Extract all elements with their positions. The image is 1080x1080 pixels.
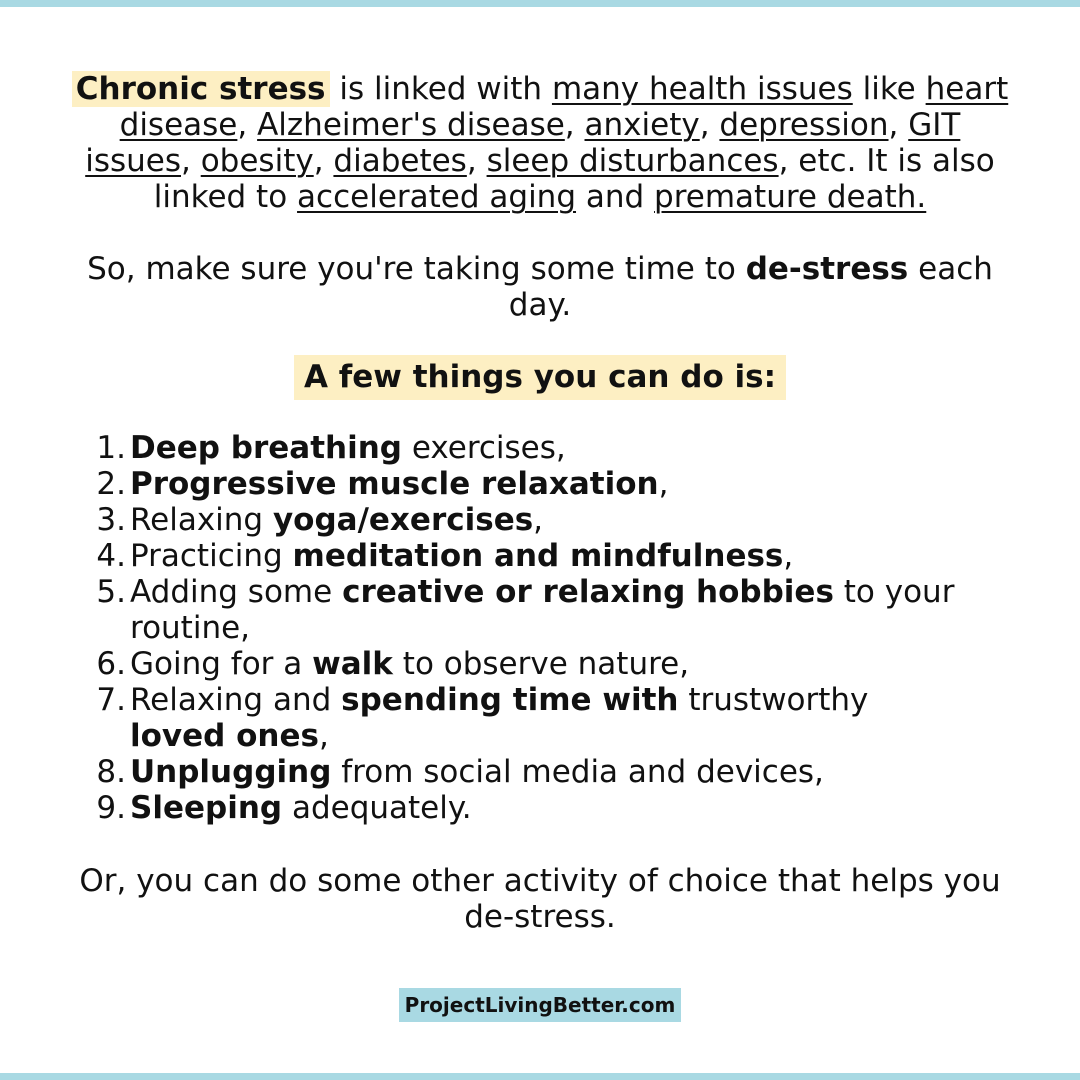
tip-bold: loved ones bbox=[130, 718, 319, 754]
tip-bold: yoga/exercises bbox=[272, 502, 534, 538]
top-border bbox=[0, 0, 1080, 7]
tip-text: Relaxing bbox=[130, 502, 273, 538]
tip-bold: Deep breathing bbox=[130, 430, 402, 466]
list-item bbox=[72, 790, 972, 826]
intro-text: , etc. It is also linked to bbox=[153, 143, 995, 215]
list-number: 6. bbox=[96, 646, 126, 682]
list-number: 5. bbox=[96, 574, 126, 610]
many-health-issues-link[interactable]: many health issues bbox=[551, 71, 853, 107]
list-number: 1. bbox=[96, 430, 126, 466]
bottom-border bbox=[0, 1073, 1080, 1080]
depression-link[interactable]: depression bbox=[719, 107, 889, 143]
footer-container bbox=[0, 988, 1080, 1022]
list-item bbox=[72, 502, 972, 538]
tip-bold: meditation and mindfulness bbox=[292, 538, 784, 574]
tip-text: trustworthy bbox=[678, 682, 869, 718]
intro-text: like bbox=[852, 71, 926, 107]
intro-text: and bbox=[576, 179, 655, 215]
tip-text: , bbox=[318, 718, 329, 754]
list-item bbox=[72, 430, 972, 466]
tip-bold: Progressive muscle relaxation bbox=[130, 466, 659, 502]
list-item bbox=[72, 538, 972, 574]
intro-text: is linked with bbox=[329, 71, 552, 107]
list-number: 2. bbox=[96, 466, 126, 502]
diabetes-link[interactable]: diabetes bbox=[333, 143, 467, 179]
heading-container bbox=[0, 355, 1080, 400]
tips-list bbox=[72, 430, 972, 826]
tip-text: , bbox=[533, 502, 544, 538]
tip-text: Going for a bbox=[130, 646, 313, 682]
list-item bbox=[72, 646, 972, 682]
premature-death-link[interactable]: premature death. bbox=[654, 179, 927, 215]
website-link[interactable]: ProjectLivingBetter.com bbox=[399, 988, 682, 1022]
list-number: 8. bbox=[96, 754, 126, 790]
intro-paragraph: Chronic stress is linked with many health issues like heart disease, Alzheimer's disease, anxiety, depression, GIT issues, obesity, diabetes, sleep disturbances, etc. It is also linked to accelerated aging and premature death. bbox=[70, 71, 1010, 215]
tip-text: Relaxing and bbox=[130, 682, 342, 718]
anxiety-link[interactable]: anxiety bbox=[584, 107, 700, 143]
tip-text: adequately. bbox=[282, 790, 472, 826]
list-number: 3. bbox=[96, 502, 126, 538]
alzheimers-link[interactable]: Alzheimer's disease bbox=[257, 107, 565, 143]
tip-bold: Unplugging bbox=[130, 754, 332, 790]
git-issues-link[interactable]: GIT issues bbox=[85, 107, 961, 179]
tip-text: to observe nature, bbox=[392, 646, 690, 682]
tip-bold: walk bbox=[312, 646, 393, 682]
tip-text: exercises, bbox=[401, 430, 566, 466]
list-number: 4. bbox=[96, 538, 126, 574]
tip-text: , bbox=[783, 538, 794, 574]
list-item bbox=[72, 574, 972, 646]
tip-text: to your routine, bbox=[130, 574, 955, 646]
chronic-stress-highlight: Chronic stress bbox=[72, 71, 330, 107]
heart-disease-link[interactable]: heart disease bbox=[119, 71, 1009, 143]
closing-paragraph: Or, you can do some other activity of choice that helps you de-stress. bbox=[79, 863, 1001, 935]
destress-bold: de-stress bbox=[745, 251, 909, 287]
tip-bold: creative or relaxing hobbies bbox=[342, 574, 834, 610]
destress-text: So, make sure you're taking some time to bbox=[87, 251, 746, 287]
tip-text: Adding some bbox=[130, 574, 343, 610]
list-number: 7. bbox=[96, 682, 126, 718]
destress-text: each day. bbox=[508, 251, 993, 323]
tip-bold: spending time with bbox=[341, 682, 679, 718]
list-item bbox=[72, 682, 972, 754]
tips-heading: A few things you can do is: bbox=[294, 355, 786, 400]
sleep-disturbances-link[interactable]: sleep disturbances bbox=[486, 143, 779, 179]
tip-bold: Sleeping bbox=[130, 790, 283, 826]
tip-text: from social media and devices, bbox=[331, 754, 824, 790]
destress-paragraph bbox=[70, 251, 1010, 323]
tip-text: Practicing bbox=[130, 538, 293, 574]
list-item bbox=[72, 466, 972, 502]
tip-text: , bbox=[658, 466, 669, 502]
accelerated-aging-link[interactable]: accelerated aging bbox=[297, 179, 577, 215]
list-number: 9. bbox=[96, 790, 126, 826]
obesity-link[interactable]: obesity bbox=[200, 143, 314, 179]
list-item bbox=[72, 754, 972, 790]
